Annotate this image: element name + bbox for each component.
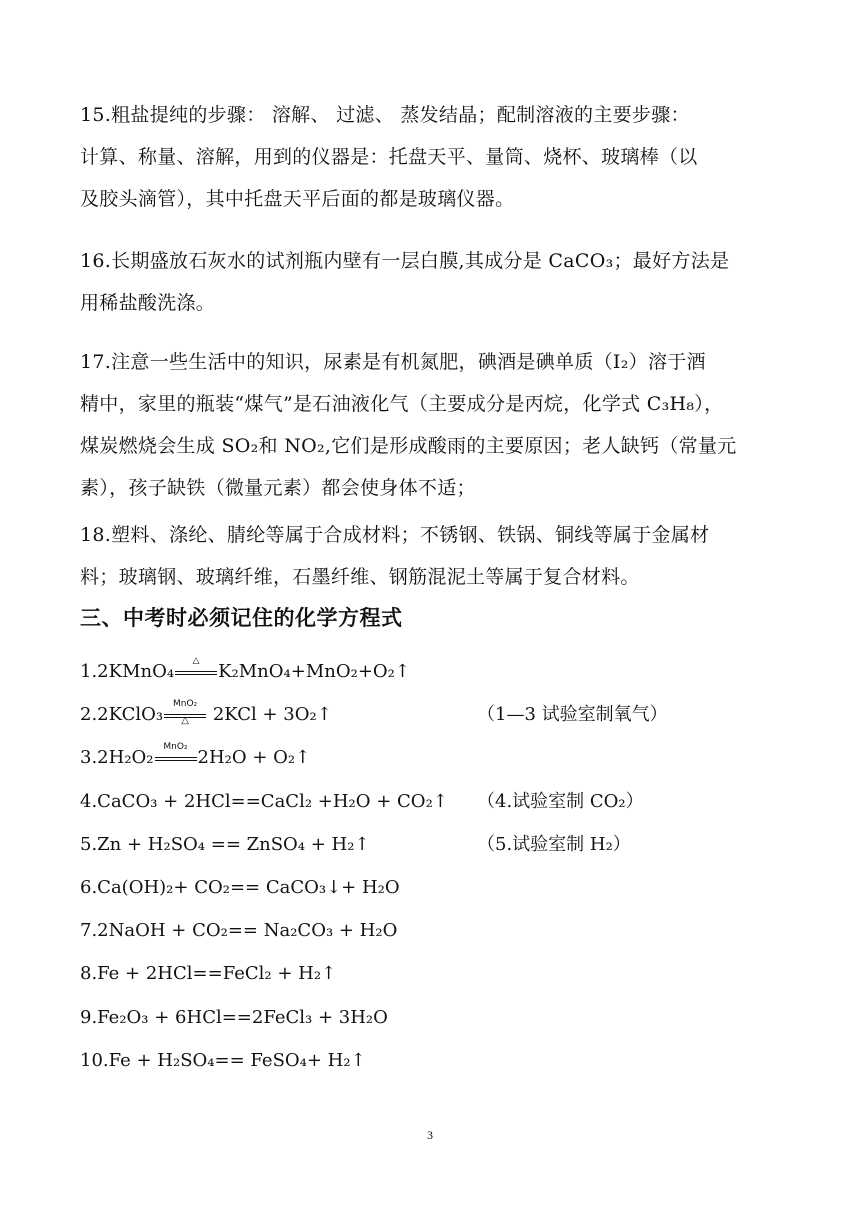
equation-text <box>80 952 336 995</box>
equation-text <box>80 996 388 1039</box>
equation-products: 2H₂O + O₂↑ <box>197 747 311 769</box>
text-line: 计算、称量、溶解，用到的仪器是：托盘天平、量筒、烧杯、玻璃棒（以 <box>80 146 698 168</box>
condition-top: MnO₂ <box>163 742 188 753</box>
text-line: 17.注意一些生活中的知识，尿素是有机氮肥，碘酒是碘单质（I₂）溶于酒 <box>80 351 706 373</box>
equation-row <box>80 1039 800 1082</box>
paragraph-17 <box>80 341 780 509</box>
text-line: 及胶头滴管），其中托盘天平后面的都是玻璃仪器。 <box>80 188 515 210</box>
equation-row <box>80 693 800 736</box>
paragraph-18 <box>80 514 780 598</box>
condition-top: △ <box>192 656 200 666</box>
equation-text <box>80 909 397 952</box>
text-line: 15.粗盐提纯的步骤： 溶解、 过滤、 蒸发结晶；配制溶液的主要步骤： <box>80 104 690 126</box>
text-line: 精中，家里的瓶装“煤气”是石油液化气（主要成分是丙烷，化学式 C₃H₈）， <box>80 393 724 415</box>
equals-bar <box>175 674 217 675</box>
reaction-condition <box>164 701 206 729</box>
text-line: 16.长期盛放石灰水的试剂瓶内壁有一层白膜,其成分是 CaCO₃；最好方法是 <box>80 250 730 272</box>
paragraph-16 <box>80 240 780 324</box>
equation-text <box>80 866 400 909</box>
equation-text <box>80 780 448 823</box>
text-line: 煤炭燃烧会生成 SO₂和 NO₂,它们是形成酸雨的主要原因；老人缺钙（常量元 <box>80 435 737 457</box>
equation-reactants: 5.Zn + H₂SO₄ == ZnSO₄ + H₂↑ <box>80 833 370 855</box>
text-line: 料；玻璃钢、玻璃纤维，石墨纤维、钢筋混泥土等属于复合材料。 <box>80 566 640 588</box>
equation-reactants: 3.2H₂O₂ <box>80 747 154 769</box>
equation-row <box>80 996 800 1039</box>
section-heading: 三、中考时必须记住的化学方程式 <box>80 606 403 630</box>
equation-reactants: 10.Fe + H₂SO₄== FeSO₄+ H₂↑ <box>80 1049 366 1071</box>
equation-row <box>80 650 800 693</box>
condition-bottom: △ <box>181 715 189 727</box>
equals-bar <box>175 671 217 672</box>
reaction-condition <box>155 744 197 772</box>
equation-row <box>80 780 800 823</box>
equation-row <box>80 952 800 995</box>
equation-note: （1—3 试验室制氧气） <box>477 704 668 726</box>
equation-note: （4.试验室制 CO₂） <box>477 790 644 812</box>
equation-row <box>80 866 800 909</box>
equation-row <box>80 823 800 866</box>
equation-text <box>80 736 310 779</box>
equation-note: （5.试验室制 H₂） <box>477 833 631 855</box>
equation-reactants: 6.Ca(OH)₂+ CO₂== CaCO₃↓+ H₂O <box>80 876 400 898</box>
reaction-condition <box>175 658 217 686</box>
equation-row <box>80 736 800 779</box>
text-line: 素），孩子缺铁（微量元素）都会使身体不适； <box>80 477 476 499</box>
equation-text <box>80 823 370 866</box>
equation-reactants: 7.2NaOH + CO₂== Na₂CO₃ + H₂O <box>80 920 398 942</box>
equation-reactants: 2.2KClO₃ <box>80 704 164 726</box>
page-number: 3 <box>427 1128 433 1142</box>
paragraph-15 <box>80 94 780 220</box>
equation-products: K₂MnO₄+MnO₂+O₂↑ <box>218 661 410 682</box>
equation-row <box>80 909 800 952</box>
equals-bar <box>155 760 197 761</box>
equation-text <box>80 650 410 693</box>
equation-reactants: 8.Fe + 2HCl==FeCl₂ + H₂↑ <box>80 963 337 985</box>
equation-text <box>80 1039 366 1082</box>
equation-text <box>80 693 332 736</box>
equation-list <box>80 650 800 1082</box>
equals-bar <box>155 757 197 758</box>
text-line: 18.塑料、涤纶、腈纶等属于合成材料；不锈钢、铁锅、铜线等属于金属材 <box>80 524 710 546</box>
condition-top: MnO₂ <box>173 699 198 710</box>
equation-products: 2KCl + 3O₂↑ <box>207 704 332 726</box>
text-line: 用稀盐酸洗涤。 <box>80 292 216 314</box>
equation-reactants: 9.Fe₂O₃ + 6HCl==2FeCl₃ + 3H₂O <box>80 1006 388 1028</box>
equation-reactants: 1.2KMnO₄ <box>80 661 175 682</box>
equation-reactants: 4.CaCO₃ + 2HCl==CaCl₂ +H₂O + CO₂↑ <box>80 790 448 812</box>
